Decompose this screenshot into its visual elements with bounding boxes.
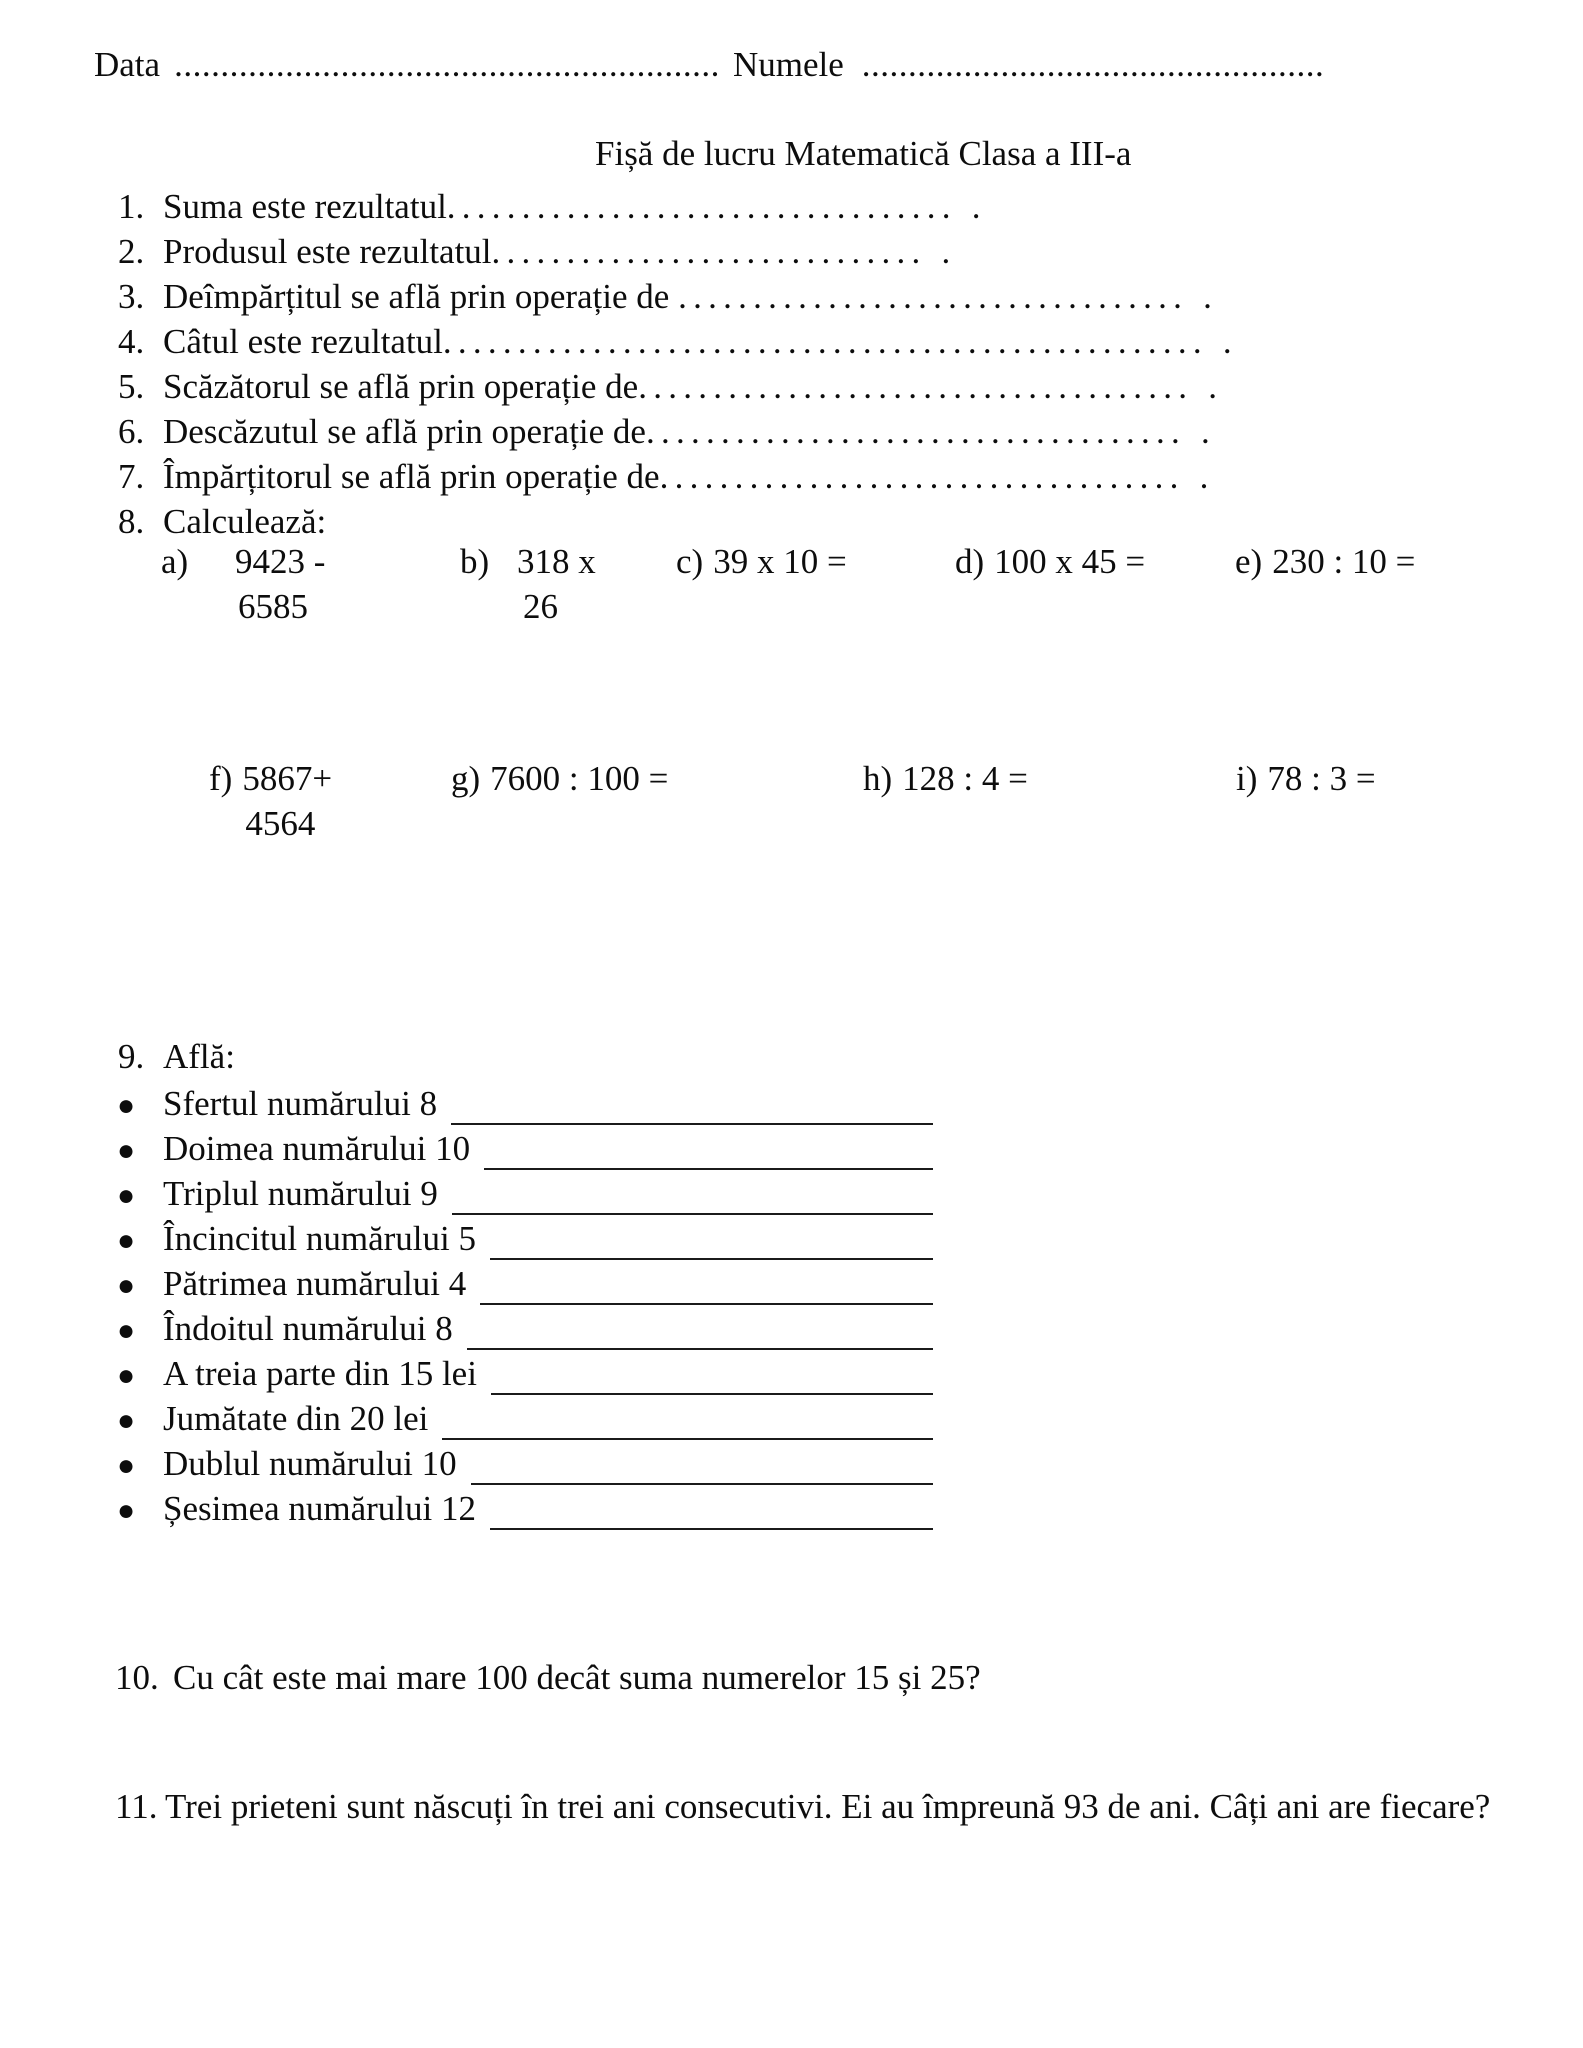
list-item-text: Doimea numărului 10 xyxy=(163,1129,471,1168)
question-number: 4. xyxy=(118,322,145,361)
question-2 xyxy=(118,229,950,274)
name-blank-dots: .................................................. xyxy=(861,45,1325,84)
question-8 xyxy=(118,499,326,544)
question-text: Trei prieteni sunt născuți în trei ani consecutivi. Ei au împreună 93 de ani. Câți ani are fiecare? xyxy=(165,1787,1491,1826)
exercise-label: i) xyxy=(1236,759,1258,798)
exercise-label: d) xyxy=(955,542,985,581)
exercise-i xyxy=(1236,756,1376,801)
exercise-expression: 100 x 45 = xyxy=(994,542,1146,581)
dotted-blank: ............................. xyxy=(491,232,927,271)
list-item xyxy=(117,1216,933,1263)
question-number: 9. xyxy=(118,1037,145,1076)
end-period: . xyxy=(1203,277,1212,316)
answer-blank xyxy=(491,1393,933,1395)
list-item-text: A treia parte din 15 lei xyxy=(163,1354,477,1393)
question-9 xyxy=(118,1034,235,1079)
exercise-label: g) xyxy=(451,759,481,798)
exercise-operands xyxy=(242,756,332,846)
question-1 xyxy=(118,184,981,229)
question-6 xyxy=(118,409,1210,454)
exercise-operands xyxy=(517,539,596,629)
exercise-f xyxy=(209,756,332,846)
exercise-label: a) xyxy=(161,542,189,581)
exercise-h xyxy=(863,756,1028,801)
question-text: Cu cât este mai mare 100 decât suma numerelor 15 și 25? xyxy=(173,1658,981,1697)
dotted-blank: ................................... xyxy=(659,457,1185,496)
list-item xyxy=(117,1261,933,1308)
name-label: Numele xyxy=(733,45,844,84)
header-row xyxy=(94,42,720,87)
bullet-icon: ● xyxy=(117,1269,136,1302)
question-text: Scăzătorul se află prin operație de xyxy=(163,367,639,406)
question-10 xyxy=(115,1655,981,1700)
end-period: . xyxy=(1208,367,1217,406)
question-text: Produsul este rezultatul xyxy=(163,232,492,271)
end-period: . xyxy=(971,187,981,226)
dotted-blank: ..................................... xyxy=(638,367,1194,406)
end-period: . xyxy=(1222,322,1232,361)
bullet-icon: ● xyxy=(117,1179,136,1212)
question-number: 5. xyxy=(118,367,145,406)
question-7 xyxy=(118,454,1208,499)
answer-blank xyxy=(480,1303,933,1305)
question-number: 1. xyxy=(118,187,145,226)
list-item xyxy=(117,1126,933,1173)
dotted-blank: ................................................... xyxy=(442,322,1208,361)
date-blank-dots: ........................................................... xyxy=(174,45,720,84)
list-item xyxy=(117,1306,933,1353)
question-text: Câtul este rezultatul xyxy=(163,322,443,361)
question-text: Descăzutul se află prin operație de xyxy=(163,412,646,451)
exercise-b xyxy=(460,539,596,629)
answer-blank xyxy=(452,1213,933,1215)
bullet-icon: ● xyxy=(117,1314,136,1347)
list-item-text: Șesimea numărului 12 xyxy=(163,1489,477,1528)
question-text: Deîmpărțitul se află prin operație de xyxy=(163,277,679,316)
bullet-icon: ● xyxy=(117,1359,136,1392)
dotted-blank: .................................... xyxy=(645,412,1186,451)
bullet-icon: ● xyxy=(117,1224,136,1257)
question-text: Află: xyxy=(163,1037,235,1076)
answer-blank xyxy=(484,1168,933,1170)
page-title: Fișă de lucru Matematică Clasa a III-a xyxy=(595,134,1132,173)
list-item xyxy=(117,1441,933,1488)
question-number: 7. xyxy=(118,457,145,496)
exercise-label: h) xyxy=(863,759,893,798)
end-period: . xyxy=(1200,412,1210,451)
exercise-label: c) xyxy=(676,542,704,581)
question-number: 10. xyxy=(115,1658,159,1697)
answer-blank xyxy=(490,1528,933,1530)
list-item-text: Pătrimea numărului 4 xyxy=(163,1264,467,1303)
list-item xyxy=(117,1171,933,1218)
exercise-a xyxy=(161,539,325,629)
answer-blank xyxy=(471,1483,933,1485)
bullet-icon: ● xyxy=(117,1494,136,1527)
exercise-d xyxy=(955,539,1145,584)
question-3 xyxy=(118,274,1212,319)
question-number: 3. xyxy=(118,277,145,316)
question-text: Calculează: xyxy=(163,502,327,541)
question-5 xyxy=(118,364,1217,409)
list-item-text: Triplul numărului 9 xyxy=(163,1174,438,1213)
list-item xyxy=(117,1351,933,1398)
operand-line1: 9423 - xyxy=(235,542,326,581)
operand-line1: 5867+ xyxy=(242,759,333,798)
end-period: . xyxy=(941,232,951,271)
exercise-expression: 230 : 10 = xyxy=(1272,542,1416,581)
list-item-text: Încincitul numărului 5 xyxy=(163,1219,476,1258)
exercise-operands xyxy=(235,539,325,629)
bullet-icon: ● xyxy=(117,1449,136,1482)
exercise-expression: 7600 : 100 = xyxy=(490,759,669,798)
question-number: 6. xyxy=(118,412,145,451)
operand-line2: 4564 xyxy=(245,804,316,843)
bullet-icon: ● xyxy=(117,1404,136,1437)
question-11 xyxy=(115,1784,1490,1829)
list-item-text: Dublul numărului 10 xyxy=(163,1444,457,1483)
list-item xyxy=(117,1486,933,1533)
list-item xyxy=(117,1081,933,1128)
exercise-c xyxy=(676,539,847,584)
question-text: Împărțitorul se află prin operație de xyxy=(163,457,660,496)
operand-line2: 26 xyxy=(523,587,558,626)
answer-blank xyxy=(451,1123,933,1125)
end-period: . xyxy=(1199,457,1209,496)
answer-blank xyxy=(490,1258,933,1260)
question-number: 8. xyxy=(118,502,145,541)
operand-line2: 6585 xyxy=(238,587,308,626)
dotted-blank: .................................. xyxy=(678,277,1189,316)
question-number: 2. xyxy=(118,232,145,271)
exercise-expression: 78 : 3 = xyxy=(1267,759,1376,798)
bullet-icon: ● xyxy=(117,1089,136,1122)
list-item-text: Îndoitul numărului 8 xyxy=(163,1309,453,1348)
dotted-blank: .................................. xyxy=(446,187,957,226)
list-item-text: Jumătate din 20 lei xyxy=(163,1399,429,1438)
exercise-g xyxy=(451,756,668,801)
exercise-label: f) xyxy=(209,759,233,798)
exercise-label: e) xyxy=(1235,542,1263,581)
answer-blank xyxy=(467,1348,933,1350)
answer-blank xyxy=(442,1438,933,1440)
name-row xyxy=(733,42,1324,87)
operand-line1: 318 x xyxy=(517,542,596,581)
question-number: 11. xyxy=(115,1787,158,1826)
list-item-text: Sfertul numărului 8 xyxy=(163,1084,438,1123)
exercise-expression: 39 x 10 = xyxy=(713,542,847,581)
question-4 xyxy=(118,319,1232,364)
exercise-expression: 128 : 4 = xyxy=(902,759,1028,798)
date-label: Data xyxy=(94,45,161,84)
question-text: Suma este rezultatul xyxy=(163,187,447,226)
bullet-icon: ● xyxy=(117,1134,136,1167)
exercise-e xyxy=(1235,539,1415,584)
list-item xyxy=(117,1396,933,1443)
exercise-label: b) xyxy=(460,542,490,581)
